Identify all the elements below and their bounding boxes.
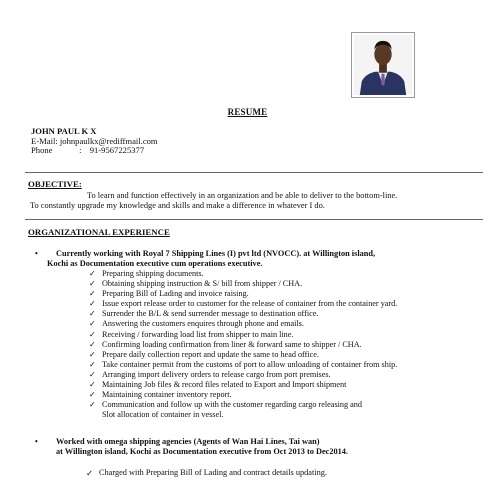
- divider-middle: [25, 219, 483, 220]
- checkmark-icon: ✓: [89, 400, 96, 410]
- job-2-duty-item: ✓ Charged with Preparing Bill of Lading and contract details updating.: [86, 468, 327, 478]
- duty-item: ✓ Prepare daily collection report and update the same to head office.: [89, 349, 319, 359]
- checkmark-icon: ✓: [89, 390, 96, 400]
- job-entry-1: [35, 249, 485, 269]
- job-2-line-2: at Willington island, Kochi as Documentation executive from Oct 2013 to Dec2014.: [56, 447, 348, 456]
- checkmark-icon: ✓: [89, 269, 96, 278]
- profile-photo: [351, 32, 415, 98]
- checkmark-icon: ✓: [89, 279, 96, 289]
- bullet-icon: •: [35, 249, 38, 258]
- duty-item: ✓ Arranging import delivery orders to release cargo from port premises.: [89, 369, 331, 379]
- duty-item: ✓ Surrender the B/L & send surrender message to destination office.: [89, 309, 319, 319]
- checkmark-icon: ✓: [89, 339, 96, 349]
- job-1-line-1: Currently working with Royal 7 Shipping Lines (I) pvt ltd (NVOCC). at Willington island,: [56, 249, 376, 258]
- duty-item: ✓ Answering the customers enquires through phone and emails.: [89, 319, 304, 329]
- duty-item: ✓ Maintaining Job files & record files related to Export and Import shipment: [89, 380, 347, 390]
- bullet-icon: •: [35, 437, 38, 446]
- job-entry-2: [35, 437, 485, 457]
- phone-separator: :: [79, 145, 82, 155]
- checkmark-icon: ✓: [89, 299, 96, 309]
- checkmark-icon: ✓: [89, 380, 96, 390]
- checkmark-icon: ✓: [89, 359, 96, 369]
- duty-item: ✓ Preparing shipping documents.: [89, 269, 204, 278]
- document-title: RESUME: [227, 107, 268, 117]
- objective-text: [30, 191, 485, 211]
- duty-item: ✓ Communication and follow up with the customer regarding cargo releasing and: [89, 400, 362, 410]
- contact-block: [31, 127, 158, 156]
- job-1-line-2: Kochi as Documentation executive cum operations executive.: [47, 259, 263, 268]
- email-value: johnpaulkx@rediffmail.com: [59, 135, 158, 146]
- duty-item: ✓ Preparing Bill of Lading and invoice raising.: [89, 289, 249, 299]
- objective-line-2: To constantly upgrade my knowledge and skills and make a difference in whatever I do.: [30, 201, 325, 210]
- objective-heading: OBJECTIVE:: [28, 179, 82, 189]
- email-label: E-Mail:: [31, 135, 58, 146]
- experience-heading: ORGANIZATIONAL EXPERIENCE: [28, 227, 170, 237]
- job-1-duties: [89, 269, 484, 420]
- phone-value: 91-9567225377: [89, 145, 145, 155]
- objective-line-1: To learn and function effectively in an organization and be able to deliver to the bottom-line.: [87, 191, 398, 200]
- checkmark-icon: ✓: [86, 469, 93, 478]
- candidate-name: JOHN PAUL K X: [31, 126, 97, 136]
- checkmark-icon: ✓: [89, 319, 96, 329]
- divider-top: [25, 172, 483, 173]
- duty-item: ✓ Receiving / forwarding load list from shipper to main line.: [89, 329, 294, 339]
- duty-item: ✓ Issue export release order to customer for the release of container from the container yard.: [89, 299, 398, 309]
- phone-label: Phone: [31, 145, 53, 155]
- checkmark-icon: ✓: [89, 369, 96, 379]
- person-photo-icon: [354, 35, 412, 95]
- duty-item: ✓ Maintaining container inventory report.: [89, 390, 232, 400]
- duty-item-continuation: Slot allocation of container in vessel.: [102, 410, 224, 420]
- phone-row: [31, 146, 158, 156]
- checkmark-icon: ✓: [89, 349, 96, 359]
- checkmark-icon: ✓: [89, 289, 96, 299]
- checkmark-icon: ✓: [89, 309, 96, 319]
- checkmark-icon: ✓: [89, 329, 96, 339]
- duty-item: ✓ Confirming loading confirmation from liner & forward same to shipper / CHA.: [89, 339, 362, 349]
- duty-item: ✓ Take container permit from the customs of port to allow unloading of container from ship.: [89, 359, 398, 369]
- job-2-line-1: Worked with omega shipping agencies (Agents of Wan Hai Lines, Tai wan): [56, 437, 320, 446]
- duty-item: ✓ Obtaining shipping instruction & S/ bill from shipper / CHA.: [89, 279, 303, 289]
